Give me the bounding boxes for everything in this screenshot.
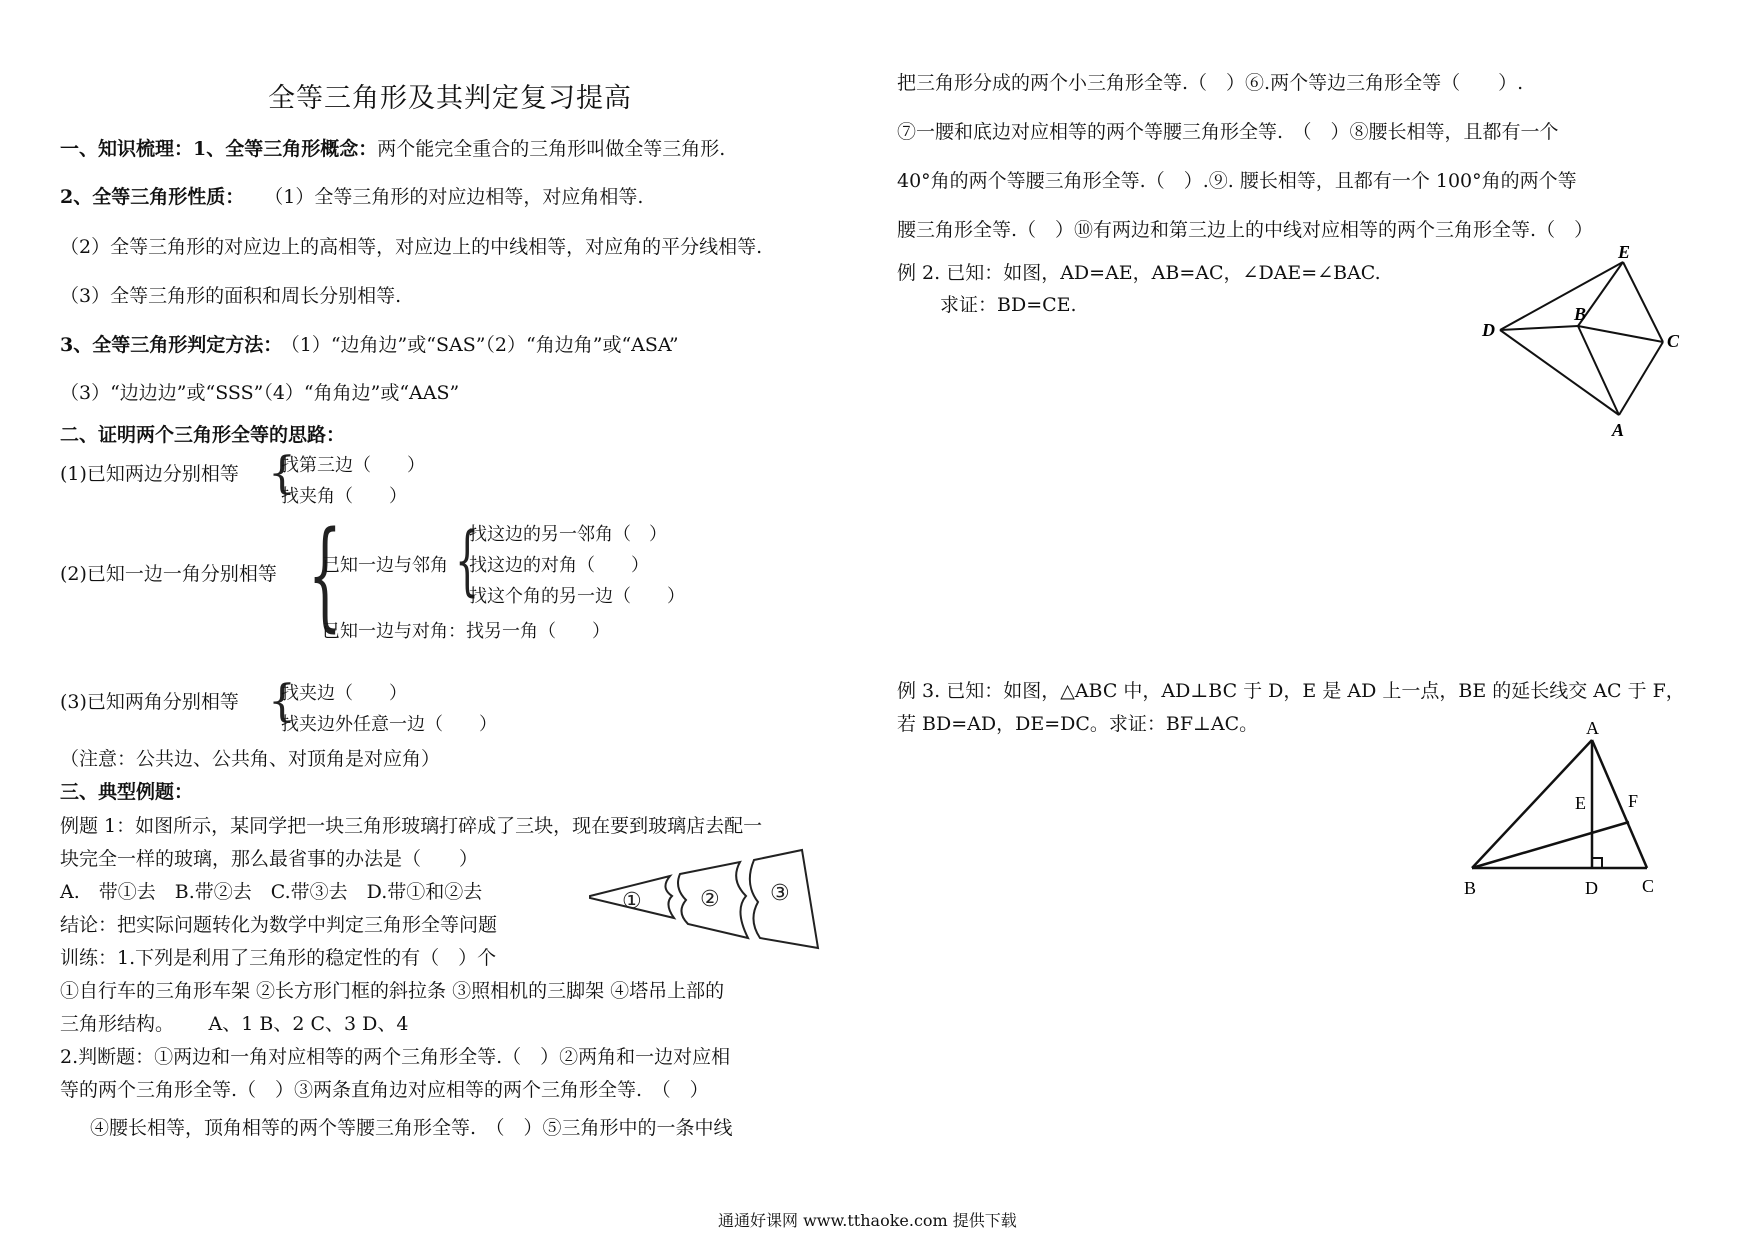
example-2-given: 例 2. 已知：如图，AD=AE，AB=AC，∠DAE=∠BAC. — [897, 262, 1381, 284]
judge-line-6: 40°角的两个等腰三角形全等.（ ）.⑨. 腰长相等，且都有一个 100°角的两个等 — [897, 170, 1577, 192]
property-3: （3）全等三角形的面积和周长分别相等. — [60, 285, 402, 307]
piece-label: ③ — [770, 881, 790, 906]
training-1: 训练：1.下列是利用了三角形的稳定性的有（ ）个 — [60, 947, 497, 969]
case-3-option-b: 找夹边外任意一边（ ） — [281, 714, 497, 735]
example-2-figure — [1480, 242, 1690, 448]
case-2-sub-2: 已知一边与对角：找另一角（ ） — [322, 621, 610, 642]
judge-line-7: 腰三角形全等.（ ）⑩有两边和第三边上的中线对应相等的两个三角形全等.（ ） — [897, 219, 1594, 241]
conclusion: 结论：把实际问题转化为数学中判定三角形全等问题 — [60, 914, 498, 936]
training-1-items: ①自行车的三角形车架 ②长方形门框的斜拉条 ③照相机的三脚架 ④塔吊上部的 — [60, 980, 725, 1002]
piece-label: ② — [700, 887, 720, 912]
case-2-sub-1-c: 找这个角的另一边（ ） — [469, 586, 685, 607]
footer-text: 通通好课网 www.tthaoke.com 提供下载 — [718, 1211, 1017, 1230]
criteria-row — [60, 334, 679, 356]
property-1: （1）全等三角形的对应边相等，对应角相等. — [264, 186, 644, 208]
brace-icon: { — [268, 448, 296, 499]
example-3-figure — [1450, 718, 1680, 898]
vertex-label-d: D — [1585, 878, 1598, 898]
example-1-line-2: 块完全一样的玻璃，那么最省事的办法是（ ） — [60, 848, 479, 870]
page-title: 全等三角形及其判定复习提高 — [268, 83, 632, 114]
judge-line-2: 等的两个三角形全等.（ ）③两条直角边对应相等的两个三角形全等. （ ） — [60, 1079, 709, 1101]
case-3-option-a: 找夹边（ ） — [281, 683, 407, 704]
note: （注意：公共边、公共角、对顶角是对应角） — [60, 748, 441, 770]
brace-icon: { — [308, 505, 342, 643]
judge-line-5: ⑦一腰和底边对应相等的两个等腰三角形全等. （ ）⑧腰长相等，且都有一个 — [897, 121, 1559, 143]
example-1-line-1: 例题 1：如图所示，某同学把一块三角形玻璃打碎成了三块，现在要到玻璃店去配一 — [60, 815, 763, 837]
example-3-given: 例 3. 已知：如图，△ABC 中，AD⊥BC 于 D，E 是 AD 上一点，BE 的延长线交 AC 于 F， — [897, 680, 1685, 702]
case-2-label: (2)已知一边一角分别相等 — [60, 563, 277, 585]
vertex-label-c: C — [1667, 331, 1680, 351]
vertex-label-b: B — [1464, 878, 1477, 898]
vertex-label-e: E — [1618, 242, 1631, 262]
vertex-label-a: A — [1612, 420, 1625, 440]
criteria-heading: 3、全等三角形判定方法： — [60, 334, 283, 356]
criteria-line-1: （1）“边角边”或“SAS”（2）“角边角”或“ASA” — [290, 334, 679, 356]
property-2: （2）全等三角形的对应边上的高相等，对应边上的中线相等，对应角的平分线相等. — [60, 236, 763, 258]
judge-line-4: 把三角形分成的两个小三角形全等.（ ）⑥.两个等边三角形全等（ ）. — [897, 72, 1524, 94]
proof-heading: 二、证明两个三角形全等的思路： — [60, 424, 346, 446]
knowledge-heading: 一、知识梳理：1、全等三角形概念： — [60, 138, 378, 160]
vertex-label-f: F — [1628, 791, 1639, 811]
example-1-options: A. 带①去 B.带②去 C.带③去 D.带①和②去 — [60, 881, 483, 903]
criteria-line-2: （3）“边边边”或“SSS”（4）“角角边”或“AAS” — [60, 382, 460, 404]
vertex-label-d: D — [1482, 320, 1495, 340]
case-2-sub-1-a: 找这边的另一邻角（ ） — [469, 524, 667, 545]
case-2-sub-1: 已知一边与邻角 — [322, 555, 448, 576]
judge-line-3: ④腰长相等，顶角相等的两个等腰三角形全等. （ ）⑤三角形中的一条中线 — [90, 1117, 733, 1139]
judge-line-1: 2.判断题：①两边和一角对应相等的两个三角形全等.（ ）②两角和一边对应相 — [60, 1046, 731, 1068]
training-1-answers: 三角形结构。 A、1 B、2 C、3 D、4 — [60, 1013, 409, 1035]
vertex-label-e: E — [1575, 793, 1586, 813]
case-2-sub-1-b: 找这边的对角（ ） — [469, 555, 649, 576]
vertex-label-a: A — [1586, 718, 1599, 738]
property-heading: 2、全等三角形性质： — [60, 186, 245, 208]
example-3-prove: 若 BD=AD，DE=DC。求证：BF⊥AC。 — [897, 713, 1259, 735]
piece-label: ① — [622, 889, 642, 914]
broken-glass-figure — [580, 840, 820, 970]
example-2-prove: 求证：BD=CE. — [940, 294, 1077, 316]
case-3-label: (3)已知两角分别相等 — [60, 691, 239, 713]
vertex-label-b: B — [1574, 304, 1587, 324]
property-row — [60, 186, 643, 208]
concept-definition: 两个能完全重合的三角形叫做全等三角形. — [377, 138, 726, 160]
case-1-option-a: 找第三边（ ） — [281, 455, 425, 476]
vertex-label-c: C — [1642, 876, 1655, 896]
examples-heading: 三、典型例题： — [60, 781, 194, 803]
brace-icon: { — [268, 676, 296, 727]
case-1-option-b: 找夹角（ ） — [281, 486, 407, 507]
brace-icon: { — [455, 515, 480, 604]
knowledge-heading-row — [60, 138, 725, 160]
case-1-label: (1)已知两边分别相等 — [60, 463, 239, 485]
